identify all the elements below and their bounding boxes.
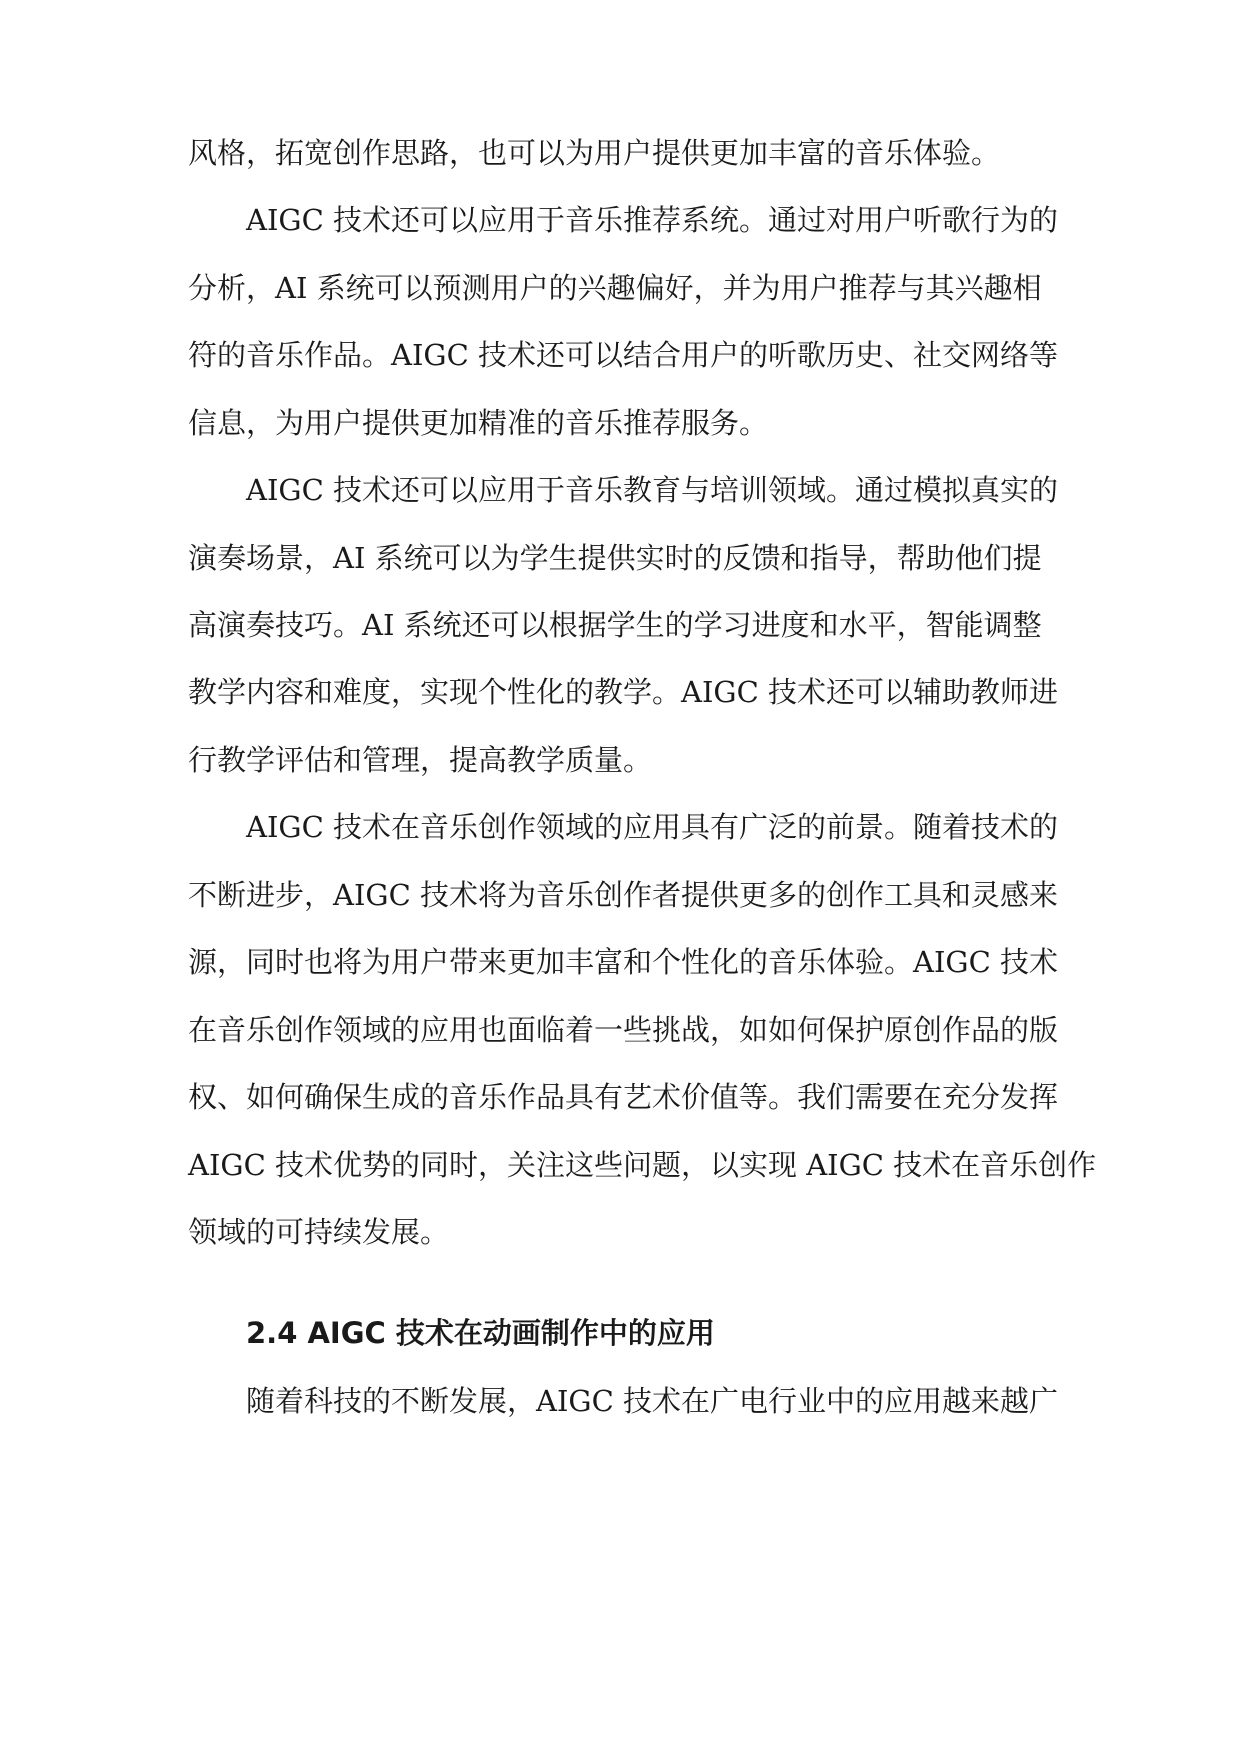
paragraph-education-line-3: 高演奏技巧。AI 系统还可以根据学生的学习进度和水平，智能调整 (188, 608, 1042, 642)
paragraph-prospects-line-3: 源，同时也将为用户带来更加丰富和个性化的音乐体验。AIGC 技术 (188, 945, 1058, 979)
paragraph-prospects-line-2: 不断进步，AIGC 技术将为音乐创作者提供更多的创作工具和灵感来 (188, 878, 1058, 912)
paragraph-education-line-2: 演奏场景，AI 系统可以为学生提供实时的反馈和指导，帮助他们提 (188, 541, 1042, 575)
paragraph-education-line-4: 教学内容和难度，实现个性化的教学。AIGC 技术还可以辅助教师进 (188, 675, 1058, 709)
paragraph-recommendation-line-1: AIGC 技术还可以应用于音乐推荐系统。通过对用户听歌行为的 (246, 203, 1058, 237)
paragraph-education-line-1: AIGC 技术还可以应用于音乐教育与培训领域。通过模拟真实的 (246, 473, 1058, 507)
paragraph-prospects-line-6: AIGC 技术优势的同时，关注这些问题，以实现 AIGC 技术在音乐创作 (188, 1148, 1097, 1182)
paragraph-education-line-5: 行教学评估和管理，提高教学质量。 (188, 743, 653, 777)
paragraph-continuation-line: 风格，拓宽创作思路，也可以为用户提供更加丰富的音乐体验。 (188, 136, 1001, 170)
paragraph-recommendation-line-3: 符的音乐作品。AIGC 技术还可以结合用户的听歌历史、社交网络等 (188, 338, 1058, 372)
paragraph-recommendation-line-2: 分析，AI 系统可以预测用户的兴趣偏好，并为用户推荐与其兴趣相 (188, 271, 1042, 305)
paragraph-animation-line-1: 随着科技的不断发展，AIGC 技术在广电行业中的应用越来越广 (246, 1384, 1058, 1418)
paragraph-recommendation-line-4: 信息，为用户提供更加精准的音乐推荐服务。 (188, 406, 769, 440)
paragraph-prospects-line-1: AIGC 技术在音乐创作领域的应用具有广泛的前景。随着技术的 (246, 810, 1058, 844)
paragraph-prospects-line-7: 领域的可持续发展。 (188, 1215, 450, 1249)
paragraph-prospects-line-4: 在音乐创作领域的应用也面临着一些挑战，如如何保护原创作品的版 (188, 1013, 1059, 1047)
section-heading: 2.4 AIGC 技术在动画制作中的应用 (246, 1316, 715, 1350)
paragraph-prospects-line-5: 权、如何确保生成的音乐作品具有艺术价值等。我们需要在充分发挥 (188, 1080, 1059, 1114)
